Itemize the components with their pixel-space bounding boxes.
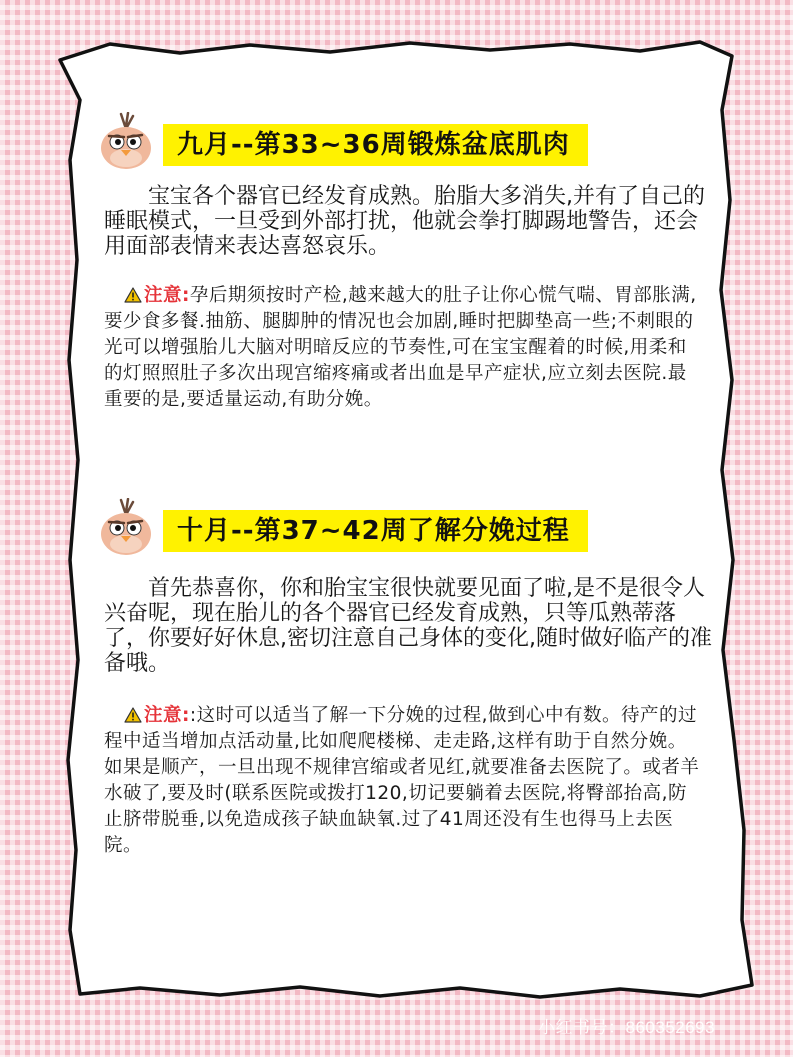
note-label: 注意: [144,285,190,306]
watermark-id: 小红书号：860352693 [538,1018,716,1037]
section-title: 十月--第37~42周了解分娩过程 [163,510,588,552]
section-body-text: 宝宝各个器官已经发育成熟。胎脂大多消失,并有了自己的睡眠模式，一旦受到外部打扰，他就会拳打脚踢地警告，还会用面部表情来表达喜怒哀乐。 [104,184,705,259]
note-text: :这时可以适当了解一下分娩的过程,做到心中有数。待产的过程中适当增加点活动量,比如爬爬楼梯、走走路,这样有助于自然分娩。如果是顺产，一旦出现不规律宫缩或者见红,就要准备去医院了。或者羊水破了,要及时(联系医院或拨打120,切记要躺着去医院,将臀部抬高,防止脐带脱垂,以免造成孩子缺血缺氧.过了41周还没有生也得马上去医院。 [104,705,700,856]
chick-icon [95,498,157,558]
section-note [104,703,704,859]
section-note [104,283,704,413]
warning-icon [124,707,142,723]
section-title: 九月--第33~36周锻炼盆底肌肉 [163,124,588,166]
section-body-text: 首先恭喜你，你和胎宝宝很快就要见面了啦,是不是很令人兴奋呢，现在胎儿的各个器官已经发育成熟，只等瓜熟蒂落了，你要好好休息,密切注意自己身体的变化,随时做好临产的准备哦。 [104,576,712,676]
note-text: 孕后期须按时产检,越来越大的肚子让你心慌气喘、胃部胀满,要少食多餐.抽筋、腿脚肿的情况也会加剧,睡时把脚垫高一些;不刺眼的光可以增强胎儿大脑对明暗反应的节奏性,可在宝宝醒着的时候,用柔和的灯照照肚子多次出现宫缩疼痛或者出血是早产症状,应立刻去医院.最重要的是,要适量运动,有助分娩。 [104,285,697,410]
chick-icon [95,112,157,172]
warning-icon [124,287,142,303]
watermark-logo: 小红书 [662,962,726,992]
note-label: 注意: [144,705,190,726]
